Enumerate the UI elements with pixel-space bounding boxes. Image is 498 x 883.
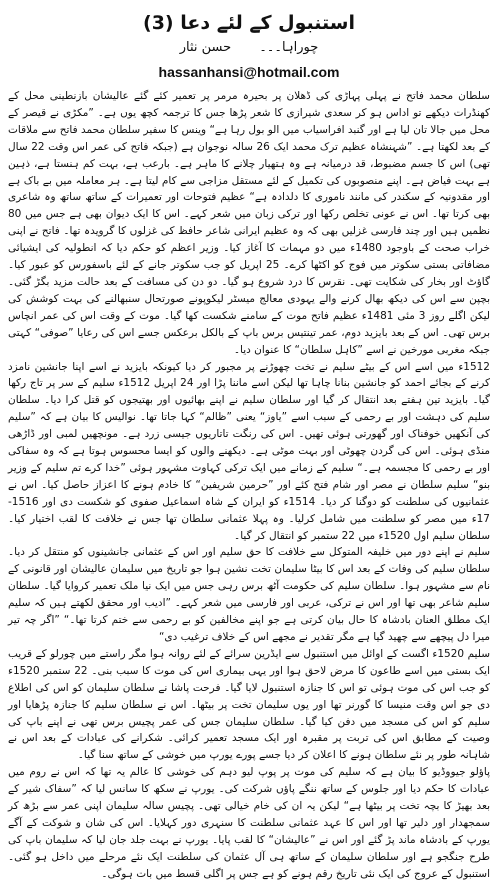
author-email: hassanhansi@hotmail.com	[158, 64, 340, 80]
article-title: استنبول کے لئے دعا (3)	[143, 12, 355, 34]
paragraph: سلیم نے اپنے دور میں خلیفہ المتوکل سے خلافت کا حق سلیم اور اس کے عثمانی جانشینوں کو منتقل کر دیا۔ سلطان سلیم کی وفات کے بعد اس کا بیٹا سلیمان تخت نشین ہوا جو تاریخ میں سلیمان عالیشان اور قانونی کے نام سے مشہور ہوا۔ سلطان سلیم کی حکومت آٹھ برس رہی جس میں ایک نیا ملک تعمیر کروایا گیا۔ سلطان سلیم شاعر بھی تھا اور اس نے ترکی، عربی اور فارسی میں شعر کہے۔ ”ادیب اور محقق لکھتے ہیں کہ سلیم ایک مطلق العنان بادشاہ کا حال بیان کرتی ہے جو اپنے مخالفین کو بے رحمی سے ختم کرتا تھا۔“ ”اگر چہ تیر میرا دل پیچھے سے چھید گیا ہے مگر تقدیر نے مجھے اس کے خلاف ترغیب دی“	[8, 546, 491, 643]
paragraph: سلیم 1520ء اگست کے اوائل میں استنبول سے ایڈرین سرائے کے لئے روانہ ہوا مگر راستے میں چورلو کے قریب ایک بستی میں اسے طاعون کا مرض لاحق ہوا اور یہی بیماری اس کی موت کا سبب بنی۔ 22 ستمبر 1520ء کو جب اس کی موت ہوئی تو اس کا جنازہ استنبول لایا گیا۔ فرحت پاشا نے سلطان سلیمان کو اس کی اطلاع دی جو اس وقت منیسا کا گورنر تھا اور یوں سلیمان تخت پر بیٹھا۔ اس نے سلطان سلیم کا جنازہ پڑھایا اور سلیم کو اس کی مسجد میں دفن کیا گیا۔ سلطان سلیمان جس کی عمر پچیس برس تھی نے اپنے باپ کی وصیت کے مطابق اس کی تربت پر مقبرہ اور ایک مسجد تعمیر کرائی۔ شکرانے کی عبادات کے بعد اس نے شاہانہ طور پر نئے سلطان ہونے کا اعلان کر دیا جسے پورے یورپ میں خوشی کے ساتھ سنا گیا۔	[8, 647, 490, 762]
author-name: حسن نثار	[179, 40, 232, 55]
paragraph: پاؤلو جیووڈیو کا بیان ہے کہ سلیم کی موت پر پوپ لیو دہم کی خوشی کا عالم یہ تھا کہ اس نے روم میں عبادات کا حکم دیا اور جلوس کے ساتھ ننگے پاؤں شرکت کی۔ یورپ نے سکھ کا سانس لیا کہ ”سفاک شیر کے بعد بھیڑ کا بچہ تخت پر بیٹھا ہے“ لیکن یہ ان کی خام خیالی تھی۔ پچیس سالہ سلیمان اپنی عمر سے بڑھ کر سمجھدار اور دلیر تھا اور اس کا عہد عثمانی سلطنت کا سنہری دور کہلایا۔ اس کی شان و شوکت کے آگے یورپ کے بادشاہ ماند پڑ گئے اور اس نے ”عالیشان“ کا لقب پایا۔ یورپ نے بہت جلد جان لیا کہ سلیمان باپ کی طرح جنگجو ہے اور سلطان سلیمان کے ساتھ ہی آل عثمان کی سلطنت ایک نئے مرحلے میں داخل ہو گئی۔ استنبول کے عروج کی ایک نئی تاریخ رقم ہونے کو ہے جس پر اگلی قسط میں بات ہوگی۔	[8, 766, 490, 880]
byline	[8, 38, 490, 58]
column-name: چوراہا۔۔۔	[259, 40, 319, 55]
article-body	[8, 88, 490, 883]
paragraph: 1512ء میں اسے اس کے بیٹے سلیم نے تخت چھوڑنے پر مجبور کر دیا کیونکہ بایزید نے اسے اپنا جانشین نامزد کرنے کے بجائے احمد کو جانشین بنانا چاہا تھا لیکن اسے ماننا پڑا اور 24 اپریل 1512ء سلیم کے سر پر تاج رکھا گیا۔ بایزید تین ہفتے بعد انتقال کر گیا اور سلطان سلیم نے اپنے بھائیوں اور بھتیجوں کو قتل کرا دیا۔ سلطان سلیم کی دہشت اور بے رحمی کے سبب اسے ”یاوز“ یعنی ”ظالم“ کہا جاتا تھا۔ نوالیس کا بیان ہے کہ ”سلیم کی آنکھیں خوفناک اور گھورتی ہوئی تھیں۔ اس کی رنگت تاتاریوں جیسی زرد ہے۔ مونچھیں لمبی اور ڈاڑھی منڈی ہوئی۔ اس کی گردن چھوٹی اور بہت موٹی ہے۔ دیکھنے والوں کو ایسا محسوس ہوتا ہے کہ وہ سفاکی اور بے رحمی کا مجسمہ ہے۔“ سلیم کے زمانے میں ایک ترکی کہاوت مشہور ہوئی ”خدا کرے تم سلیم کے وزیر بنو“ سلیم سلطان نے مصر اور شام فتح کئے اور ”حرمین شریفین“ کا خادم ہونے کا اعزاز حاصل کیا۔ اس نے عثمانیوں کی سلطنت کو دوگنا کر دیا۔ 1514ء کو ایران کے شاہ اسماعیل صفوی کو شکست دی اور 1516-17ء میں مصر کو سلطنت میں شامل کرلیا۔ وہ پہلا عثمانی سلطان تھا جس نے خلافت کا لقب اختیار کیا۔ سلطان سلیم اول 1520ء میں 22 ستمبر کو انتقال کر گیا۔	[8, 360, 491, 542]
paragraph: سلطان محمد فاتح نے پہلی پہاڑی کی ڈھلان پر بحیرہ مرمر پر تعمیر کئے گئے عالیشان بازنطینی محل کے کھنڈرات دیکھے تو اداس ہو کر سعدی شیرازی کا شعر پڑھا جس کا ترجمہ کچھ یوں ہے۔ ”مکڑی نے قیصر کے محل میں جالا تان لیا ہے اور گنبد افراسیاب میں الو بول رہا ہے“ وینس کا سفیر سلطان محمد فاتح سے ملاقات کے بعد لکھتا ہے۔ ”شہنشاہ عظیم ترک محمد ایک 26 سالہ نوجوان ہے (جبکہ فاتح کی عمر اس وقت 22 سال تھی) اس کا جسم مضبوط، قد درمیانہ ہے وہ ہتھیار چلانے کا ماہر ہے۔ بارعب ہے، بہت کم ہنستا ہے، ذہین ہے بہت فیاض ہے۔ اپنے منصوبوں کی تکمیل کے لئے مستقل مزاجی سے کام لیتا ہے۔ ہر معاملہ میں بے باک ہے اور مقدونیہ کے سکندر کی مانند ناموری کا دلدادہ ہے“ عظیم فتوحات اور تعمیرات کے ساتھ ساتھ وہ شاعری بھی کرتا تھا۔ اس نے عونی تخلص رکھا اور ترکی زبان میں شعر کہے۔ اس کا ایک دیوان بھی ہے جس میں 80 نظمیں ہیں اور چند فارسی غزلیں بھی کہ وہ عظیم ایرانی شاعر حافظ کی غزلوں کا گرویدہ تھا۔ فاتح نے اپنی خراب صحت کے باوجود 1480ء میں دو مہمات کا آغاز کیا۔ وزیر اعظم کو حکم دیا کہ انطولیہ کی ایشیائی مضافاتی بستی سکوتر میں فوج کو اکٹھا کرے۔ 25 اپریل کو جب سکوتر جانے کے لئے باسفورس کو عبور کیا۔ گاؤٹ اور بخار کی شکایت تھی۔ نقرس کا درد شروع ہو گیا۔ دو دن کی مسافت کے بعد حالت مزید بگڑ گئی۔ بچپن سے اس کی دیکھ بھال کرنے والے یہودی معالج میسٹر لیکوپونے صورتحال سنبھالنے کی بہت کوشش کی لیکن اگلے روز 3 مئی 1481ء عظیم فاتح موت کے سامنے شکست کھا گیا۔ موت کے وقت اس کی عمر انچاس برس تھی۔ اس کے بعد بایزید دوم، عمر تینتیس برس باپ کے بالکل برعکس جسے اس کی رعایا ”صوفی“ کہتی جبکہ مغربی مورخین نے اسے ”کاہل سلطان“ کا عنوان دیا۔	[8, 90, 491, 356]
